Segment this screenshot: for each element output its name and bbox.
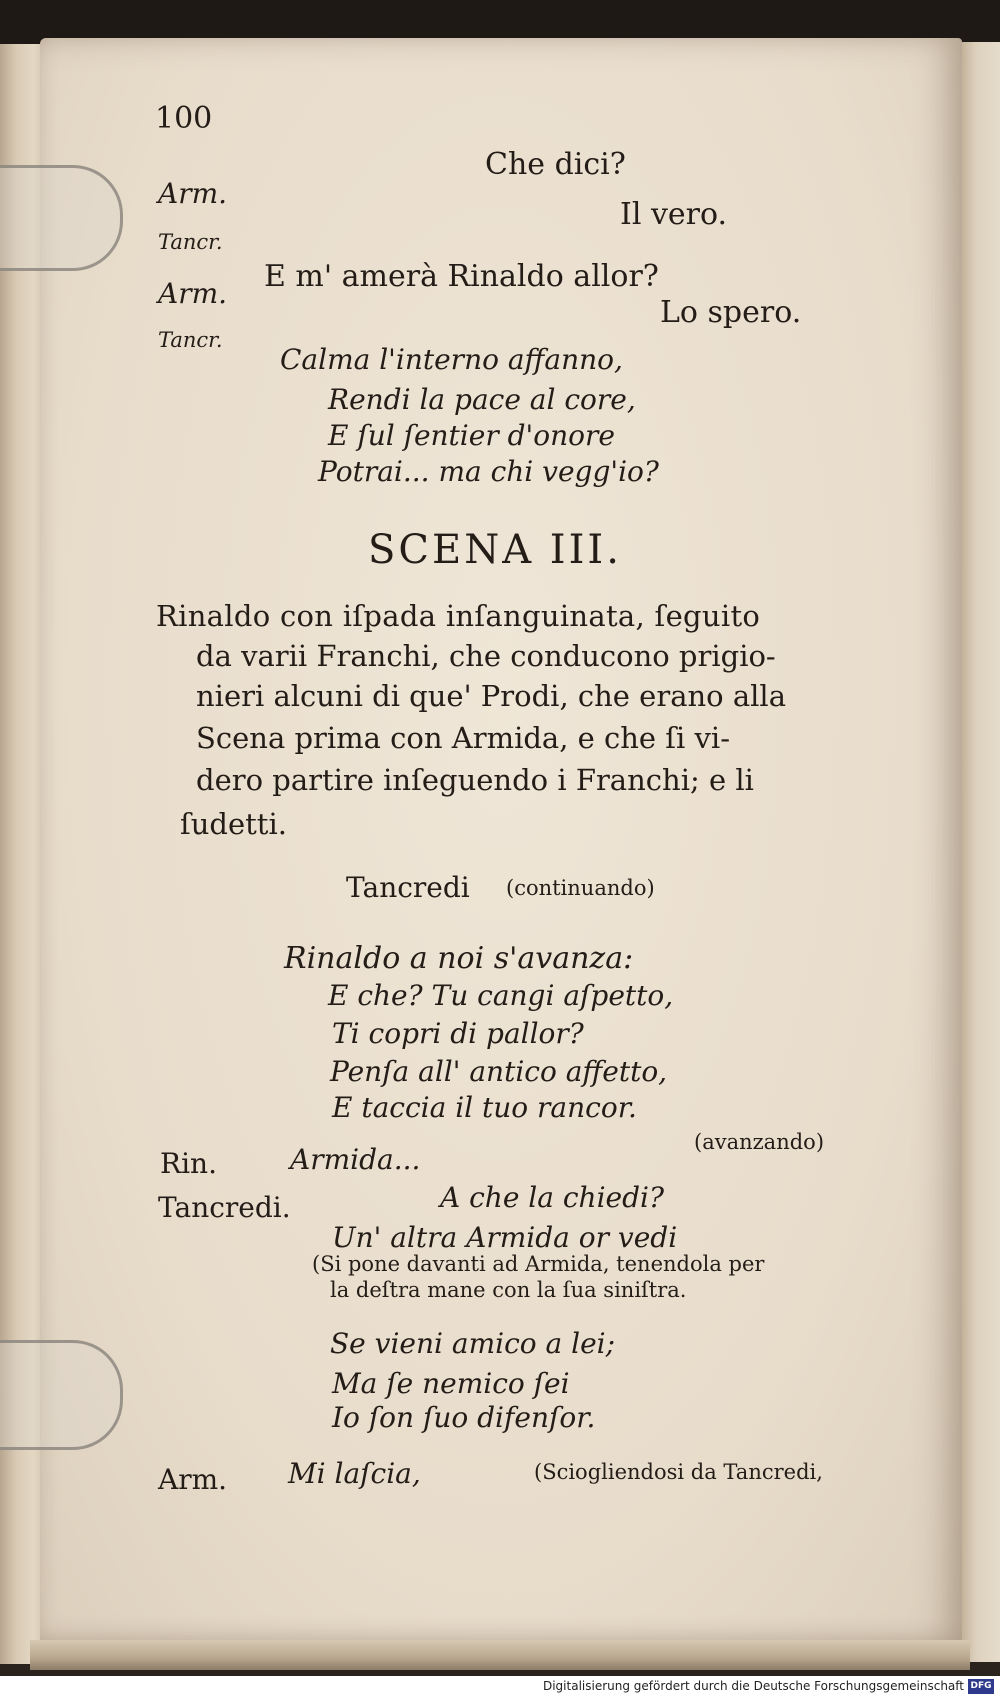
- speaker-tancr: Tancr.: [158, 328, 223, 352]
- aria-line: Se vieni amico a lei;: [330, 1327, 616, 1360]
- aria-line: Calma l'interno affanno,: [280, 343, 623, 376]
- aria-line: Rinaldo a noi s'avanza:: [284, 941, 634, 976]
- aria-line: Penſa all' antico affetto,: [330, 1055, 668, 1088]
- line-rinaldo-allor: E m' amerà Rinaldo allor?: [264, 259, 659, 294]
- stage-direction-line: (Si pone davanti ad Armida, tenendola per: [312, 1252, 765, 1276]
- speaker-tancredi: Tancredi: [346, 871, 470, 904]
- dialogue-line: Mi laſcia,: [288, 1457, 421, 1490]
- page-clip-bottom: [0, 1340, 123, 1450]
- stage-direction-line: la deſtra mane con la ſua siniſtra.: [330, 1278, 687, 1302]
- stage-direction-line: ſudetti.: [180, 807, 287, 841]
- aria-line: Io ſon ſuo difenſor.: [332, 1401, 596, 1434]
- line-lo-spero: Lo spero.: [660, 295, 802, 330]
- stage-direction-line: Rinaldo con iſpada inſanguinata, ſeguito: [156, 599, 761, 633]
- aria-line: E taccia il tuo rancor.: [332, 1091, 637, 1124]
- aria-line: Ti copri di pallor?: [332, 1017, 584, 1050]
- stage-note: (avanzando): [694, 1130, 825, 1154]
- dialogue-line: A che la chiedi?: [440, 1181, 664, 1214]
- page-number: 100: [155, 101, 213, 136]
- aria-line: E che? Tu cangi aſpetto,: [328, 979, 674, 1012]
- scene-heading: SCENA III.: [368, 527, 622, 573]
- aria-line: Potrai... ma chi vegg'io?: [318, 455, 659, 488]
- speaker-arm: Arm.: [158, 1463, 228, 1496]
- facing-page-edge: [960, 42, 1000, 1662]
- stage-direction-line: dero partire inſeguendo i Franchi; e li: [196, 763, 754, 797]
- book-bottom-edge: [30, 1640, 970, 1670]
- stage-note: (Sciogliendosi da Tancredi,: [534, 1460, 823, 1484]
- line-il-vero: Il vero.: [620, 197, 728, 232]
- speaker-arm: Arm.: [158, 277, 228, 310]
- dialogue-line: Un' altra Armida or vedi: [332, 1221, 678, 1254]
- speaker-tancr: Tancr.: [158, 230, 223, 254]
- stage-direction-line: Scena prima con Armida, e che ſi vi-: [196, 721, 730, 755]
- stage-direction-line: da varii Franchi, che conducono prigio-: [196, 639, 776, 673]
- dfg-logo: DFG: [968, 1679, 994, 1694]
- page-clip-top: [0, 165, 123, 271]
- dialogue-line: Armida...: [290, 1143, 421, 1176]
- aria-line: Ma ſe nemico ſei: [332, 1367, 570, 1400]
- digitization-footer: [0, 1676, 1000, 1698]
- speaker-tancredi: Tancredi.: [158, 1191, 291, 1224]
- aria-line: Rendi la pace al core,: [328, 383, 636, 416]
- stage-direction-line: nieri alcuni di que' Prodi, che erano alla: [196, 679, 786, 713]
- aria-line: E ſul ſentier d'onore: [328, 419, 615, 452]
- speaker-rin: Rin.: [160, 1147, 217, 1180]
- line-che-dici: Che dici?: [485, 147, 626, 182]
- stage-note: (continuando): [506, 876, 655, 900]
- footer-credit: Digitalisierung gefördert durch die Deutsche Forschungsgemeinschaft: [542, 1679, 964, 1693]
- speaker-arm: Arm.: [158, 177, 228, 210]
